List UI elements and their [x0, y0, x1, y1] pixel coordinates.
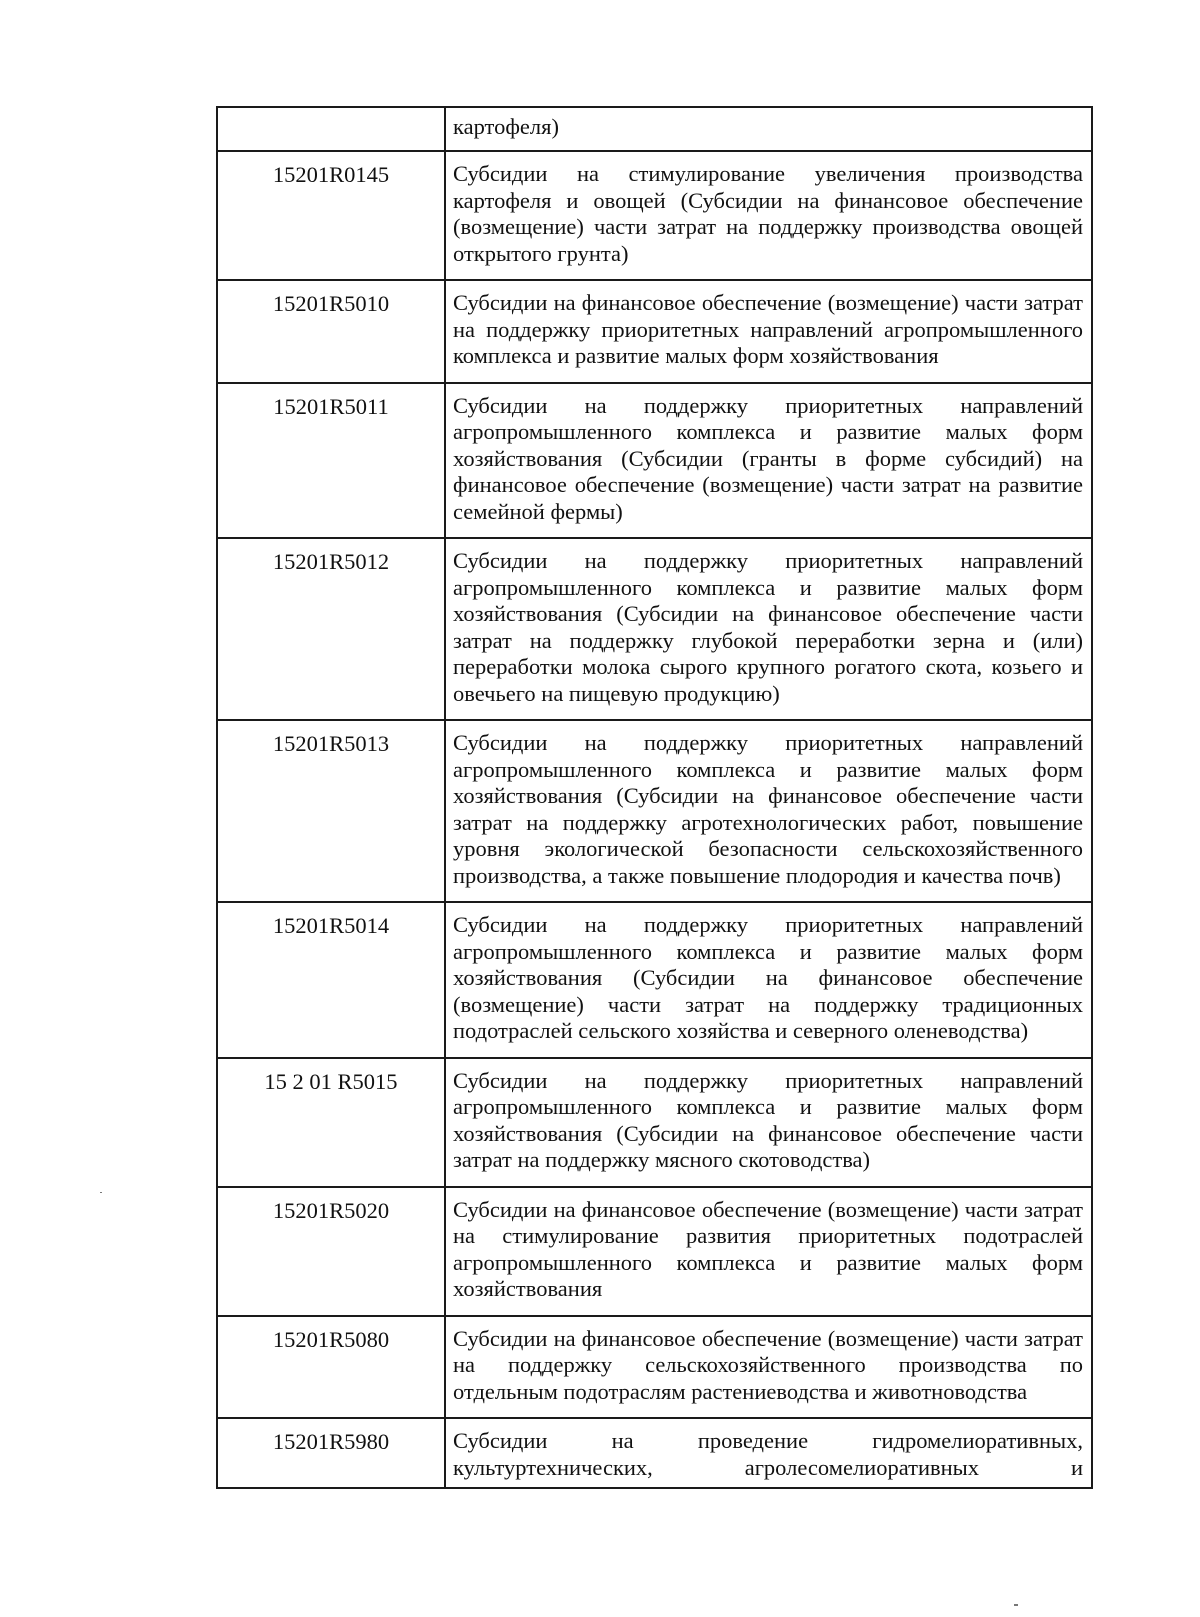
table-row: [217, 1418, 1092, 1488]
description-cell: Субсидии на поддержку приоритетных направлений агропромышленного комплекса и развитие малых форм хозяйствования (Субсидии (гранты в форме субсидий) на финансовое обеспечение (возмещение) части затрат на развитие семейной фермы): [445, 383, 1092, 539]
table-row: [217, 720, 1092, 902]
code-cell: 15201R0145: [217, 151, 445, 280]
description-cell: картофеля): [445, 107, 1092, 151]
description-cell: Субсидии на финансовое обеспечение (возмещение) части затрат на стимулирование развития приоритетных подотраслей агропромышленного комплекса и развитие малых форм хозяйствования: [445, 1187, 1092, 1316]
table-row: [217, 1316, 1092, 1419]
description-cell: Субсидии на проведение гидромелиоративных, культуртехнических, агролесомелиоративных и: [445, 1418, 1092, 1488]
code-cell: 15201R5980: [217, 1418, 445, 1488]
code-cell: 15 2 01 R5015: [217, 1058, 445, 1187]
description-cell: Субсидии на поддержку приоритетных направлений агропромышленного комплекса и развитие малых форм хозяйствования (Субсидии на финансовое обеспечение (возмещение) части затрат на поддержку традиционных подотраслей сельского хозяйства и северного оленеводства): [445, 902, 1092, 1058]
description-cell: Субсидии на финансовое обеспечение (возмещение) части затрат на поддержку приоритетных направлений агропромышленного комплекса и развитие малых форм хозяйствования: [445, 280, 1092, 383]
table-row: [217, 538, 1092, 720]
code-cell: [217, 107, 445, 151]
code-cell: 15201R5020: [217, 1187, 445, 1316]
description-cell: Субсидии на поддержку приоритетных направлений агропромышленного комплекса и развитие малых форм хозяйствования (Субсидии на финансовое обеспечение части затрат на поддержку мясного скотоводства): [445, 1058, 1092, 1187]
table-row: [217, 280, 1092, 383]
scan-speck: [1014, 1604, 1018, 1606]
table-row: [217, 151, 1092, 280]
table-row: [217, 1058, 1092, 1187]
table-row: [217, 107, 1092, 151]
scan-speck: [100, 1192, 102, 1193]
table-row: [217, 902, 1092, 1058]
code-cell: 15201R5011: [217, 383, 445, 539]
description-cell: Субсидии на стимулирование увеличения производства картофеля и овощей (Субсидии на финансовое обеспечение (возмещение) части затрат на поддержку производства овощей открытого грунта): [445, 151, 1092, 280]
table-row: [217, 383, 1092, 539]
code-cell: 15201R5080: [217, 1316, 445, 1419]
code-cell: 15201R5013: [217, 720, 445, 902]
code-cell: 15201R5012: [217, 538, 445, 720]
description-cell: Субсидии на поддержку приоритетных направлений агропромышленного комплекса и развитие малых форм хозяйствования (Субсидии на финансовое обеспечение части затрат на поддержку глубокой переработки зерна и (или) переработки молока сырого крупного рогатого скота, козьего и овечьего на пищевую продукцию): [445, 538, 1092, 720]
code-cell: 15201R5010: [217, 280, 445, 383]
description-cell: Субсидии на финансовое обеспечение (возмещение) части затрат на поддержку сельскохозяйственного производства по отдельным подотраслям растениеводства и животноводства: [445, 1316, 1092, 1419]
code-cell: 15201R5014: [217, 902, 445, 1058]
table-row: [217, 1187, 1092, 1316]
budget-codes-table: [216, 106, 1093, 1489]
description-cell: Субсидии на поддержку приоритетных направлений агропромышленного комплекса и развитие малых форм хозяйствования (Субсидии на финансовое обеспечение части затрат на поддержку агротехнологических работ, повышение уровня экологической безопасности сельскохозяйственного производства, а также повышение плодородия и качества почв): [445, 720, 1092, 902]
